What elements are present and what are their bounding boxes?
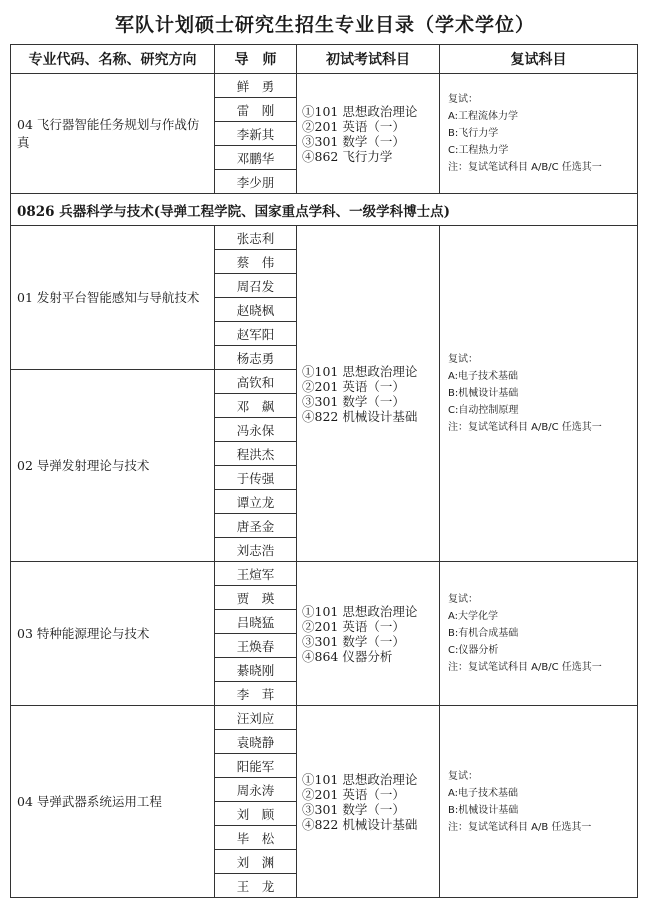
retest-line: B:飞行力学	[448, 128, 499, 139]
header-exam: 初试考试科目	[297, 45, 440, 74]
advisor-cell: 李新其	[215, 122, 297, 146]
exam-subject: ②201 英语（一）	[302, 786, 405, 802]
advisor-cell: 鲜 勇	[215, 74, 297, 98]
advisor-cell: 邓 飙	[215, 394, 297, 418]
exam-subject: ②201 英语（一）	[302, 118, 405, 134]
direction-cell: 01 发射平台智能感知与导航技术	[11, 226, 215, 370]
retest-cell	[440, 562, 638, 706]
advisor-cell: 刘 渊	[215, 850, 297, 874]
advisor-cell: 王煊军	[215, 562, 297, 586]
exam-subject: ④822 机械设计基础	[302, 408, 418, 424]
exam-cell	[297, 706, 440, 898]
advisor-cell: 谭立龙	[215, 490, 297, 514]
exam-subject: ①101 思想政治理论	[302, 603, 418, 619]
exam-subject: ②201 英语（一）	[302, 618, 405, 634]
advisor-cell: 汪刘应	[215, 706, 297, 730]
retest-line: 复试：	[448, 94, 478, 105]
retest-cell	[440, 226, 638, 562]
advisor-cell: 张志利	[215, 226, 297, 250]
exam-subject: ④862 飞行力学	[302, 148, 393, 164]
advisor-cell: 杨志勇	[215, 346, 297, 370]
retest-line: C:工程热力学	[448, 145, 509, 156]
advisor-cell: 阳能军	[215, 754, 297, 778]
header-row	[11, 45, 638, 74]
advisor-cell: 綦晓刚	[215, 658, 297, 682]
retest-cell	[440, 74, 638, 194]
exam-subject: ③301 数学（一）	[302, 633, 405, 649]
exam-subject: ④822 机械设计基础	[302, 816, 418, 832]
table-row	[11, 226, 638, 250]
advisor-cell: 唐圣金	[215, 514, 297, 538]
retest-line: B:机械设计基础	[448, 804, 519, 816]
advisor-cell: 程洪杰	[215, 442, 297, 466]
retest-line: B:有机合成基础	[448, 628, 519, 639]
retest-line: C:自动控制原理	[448, 405, 519, 416]
page-title: 军队计划硕士研究生招生专业目录（学术学位）	[114, 14, 535, 36]
advisor-cell: 王 龙	[215, 874, 297, 898]
header-direction: 专业代码、名称、研究方向	[11, 45, 215, 74]
department-title: 0826 兵器科学与技术(导弹工程学院、国家重点学科、一级学科博士点)	[11, 194, 638, 226]
exam-subject: ③301 数学（一）	[302, 133, 405, 149]
header-retest: 复试科目	[440, 45, 638, 74]
advisor-cell: 毕 松	[215, 826, 297, 850]
retest-line: 注：复试笔试科目 A/B/C 任选其一	[448, 422, 602, 433]
direction-cell: 02 导弹发射理论与技术	[11, 370, 215, 562]
exam-subject: ④864 仪器分析	[302, 648, 393, 664]
retest-line: A:电子技术基础	[448, 787, 519, 799]
department-row	[11, 194, 638, 226]
retest-line: 复试：	[448, 354, 478, 365]
catalog-table	[10, 44, 638, 898]
retest-line: C:仪器分析	[448, 645, 499, 656]
retest-line: A:大学化学	[448, 611, 499, 622]
retest-cell	[440, 706, 638, 898]
direction-cell: 04 导弹武器系统运用工程	[11, 706, 215, 898]
exam-subject: ③301 数学（一）	[302, 801, 405, 817]
advisor-cell: 高钦和	[215, 370, 297, 394]
retest-line: 复试：	[448, 594, 478, 605]
advisor-cell: 王焕春	[215, 634, 297, 658]
exam-subject: ②201 英语（一）	[302, 378, 405, 394]
retest-line: 复试：	[448, 770, 478, 782]
advisor-cell: 冯永保	[215, 418, 297, 442]
header-advisor: 导 师	[215, 45, 297, 74]
exam-subject: ①101 思想政治理论	[302, 771, 418, 787]
advisor-cell: 吕晓猛	[215, 610, 297, 634]
advisor-cell: 李少朋	[215, 170, 297, 194]
advisor-cell: 邓鹏华	[215, 146, 297, 170]
retest-line: 注：复试笔试科目 A/B 任选其一	[448, 821, 592, 833]
exam-cell	[297, 562, 440, 706]
advisor-cell: 李 茸	[215, 682, 297, 706]
retest-line: B:机械设计基础	[448, 388, 519, 399]
retest-line: 注：复试笔试科目 A/B/C 任选其一	[448, 162, 602, 173]
advisor-cell: 于传强	[215, 466, 297, 490]
advisor-cell: 赵晓枫	[215, 298, 297, 322]
advisor-cell: 赵军阳	[215, 322, 297, 346]
exam-subject: ①101 思想政治理论	[302, 363, 418, 379]
exam-subject: ①101 思想政治理论	[302, 103, 418, 119]
advisor-cell: 周召发	[215, 274, 297, 298]
retest-line: 注：复试笔试科目 A/B/C 任选其一	[448, 662, 602, 673]
exam-cell	[297, 74, 440, 194]
table-row	[11, 562, 638, 586]
retest-line: A:工程流体力学	[448, 111, 519, 122]
advisor-cell: 刘志浩	[215, 538, 297, 562]
advisor-cell: 袁晓静	[215, 730, 297, 754]
retest-line: A:电子技术基础	[448, 371, 519, 382]
table-row	[11, 74, 638, 98]
exam-cell	[297, 226, 440, 562]
direction-cell: 04 飞行器智能任务规划与作战仿真	[11, 74, 215, 194]
advisor-cell: 蔡 伟	[215, 250, 297, 274]
advisor-cell: 雷 刚	[215, 98, 297, 122]
exam-subject: ③301 数学（一）	[302, 393, 405, 409]
advisor-cell: 周永涛	[215, 778, 297, 802]
table-row	[11, 706, 638, 730]
direction-cell: 03 特种能源理论与技术	[11, 562, 215, 706]
advisor-cell: 刘 顾	[215, 802, 297, 826]
advisor-cell: 贾 瑛	[215, 586, 297, 610]
